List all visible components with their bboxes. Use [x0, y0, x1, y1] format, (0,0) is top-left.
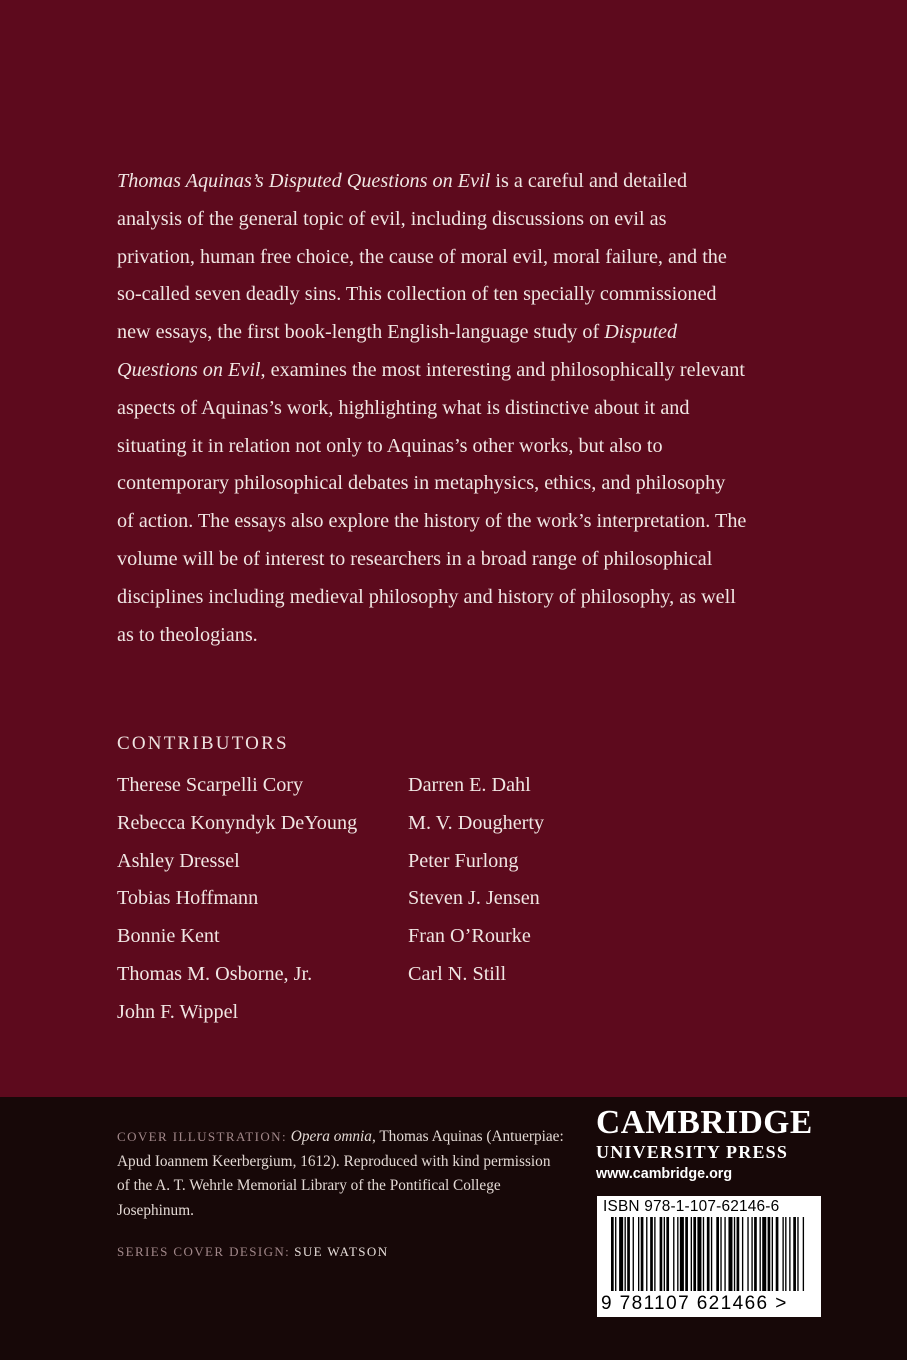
barcode-bar [803, 1217, 804, 1291]
barcode-bar [768, 1217, 771, 1291]
barcode-bar [728, 1217, 732, 1291]
barcode-bar [611, 1217, 614, 1291]
barcode-bars [597, 1217, 821, 1295]
contributor-name: Rebecca Konyndyk DeYoung [117, 811, 358, 834]
blurb-text-part-2: , examines the most interesting and philosophically relevant aspects of Aquinas’s work, highlighting what is distinctive about it and situating it in relation not only to Aquinas’s other works, but also to contemporary philosophical debates in metaphysics, ethics, and philosophy of action. The essays also explore the history of the work’s interpretation. The volume will be of interest to researchers in a broad range of philosophical disciplines including medieval philosophy and history of philosophy, as well as to theologians. [117, 358, 747, 646]
barcode-bar [776, 1217, 779, 1291]
barcode-bar [772, 1217, 773, 1291]
publisher-subtitle: UNIVERSITY PRESS [596, 1142, 789, 1162]
contributor-name: Ashley Dressel [117, 849, 240, 872]
barcode-bar [685, 1217, 688, 1291]
barcode-bar [751, 1217, 752, 1291]
barcode-bar [760, 1217, 761, 1291]
barcode-bar [660, 1217, 663, 1291]
barcode-bar [625, 1217, 626, 1291]
contributor-name: M. V. Dougherty [408, 811, 545, 834]
barcode-bar [664, 1217, 665, 1291]
barcode-bar [737, 1217, 740, 1291]
barcode-bar [673, 1217, 674, 1291]
contributors-right-column [408, 767, 544, 994]
series-cover-designer: SUE WATSON [294, 1244, 389, 1259]
publisher-logo [596, 1105, 836, 1184]
barcode-digits: 9 781107 621466 > [601, 1293, 788, 1314]
barcode-bar [654, 1217, 655, 1291]
blurb-book-title-2: Disputed Questions on Evil [117, 321, 678, 381]
barcode-bar [641, 1217, 644, 1291]
barcode-bar [785, 1217, 786, 1291]
blurb-text-part-1: is a careful and detailed analysis of the general topic of evil, including discussions on evil as privation, human free choice, the cause of moral evil, moral failure, and the so-called seven deadly sins. This collection of ten specially commissioned new essays, the first book-length English-language study of [117, 170, 727, 344]
barcode-bar [716, 1217, 719, 1291]
barcode-bar [693, 1217, 696, 1291]
contributor-name: Peter Furlong [408, 849, 519, 872]
barcode-bar [734, 1217, 735, 1291]
series-cover-design-credit [117, 1243, 389, 1261]
barcode-bar [703, 1217, 704, 1291]
cover-illustration-text: , Thomas Aquinas (Antuerpiae: Apud Ioannem Keerbergium, 1612). Reproduced with kind permission of the A. T. Wehrle Memorial Library of the Pontifical College Josephinum. [117, 1128, 564, 1219]
barcode-bar [724, 1217, 725, 1291]
barcode-bar [638, 1217, 639, 1291]
barcode-bar [707, 1217, 710, 1291]
barcode-bar [691, 1217, 692, 1291]
barcode-bar [747, 1217, 748, 1291]
barcode-bar [711, 1217, 712, 1291]
publisher-url: www.cambridge.org [596, 1166, 733, 1182]
barcode-bar [697, 1217, 701, 1291]
barcode-bar [742, 1217, 743, 1291]
contributor-name: Tobias Hoffmann [117, 887, 259, 910]
barcode-bar [646, 1217, 647, 1291]
barcode-bar [782, 1217, 783, 1291]
contributor-name: Darren E. Dahl [408, 774, 531, 796]
cover-illustration-title: Opera omnia [290, 1128, 372, 1145]
barcode-bar [720, 1217, 721, 1291]
barcode-bar [619, 1217, 623, 1291]
cover-illustration-credit [117, 1125, 567, 1223]
barcode-bar [666, 1217, 669, 1291]
contributor-name: Therese Scarpelli Cory [117, 774, 304, 796]
contributor-name: Thomas M. Osborne, Jr. [117, 962, 313, 985]
blurb-book-title: Thomas Aquinas’s Disputed Questions on Evil [117, 170, 491, 192]
contributors-heading: CONTRIBUTORS [117, 733, 289, 754]
barcode-bar [754, 1217, 757, 1291]
isbn-barcode [597, 1196, 821, 1317]
publisher-name: CAMBRIDGE [596, 1104, 813, 1141]
contributor-name: Fran O’Rourke [408, 925, 531, 948]
cover-illustration-label: COVER ILLUSTRATION: [117, 1129, 287, 1144]
barcode-bar [615, 1217, 616, 1291]
contributor-name: Carl N. Still [408, 962, 507, 985]
blurb-paragraph [117, 163, 747, 654]
barcode-bar [677, 1217, 678, 1291]
barcode-bar [633, 1217, 634, 1291]
contributor-name: Steven J. Jensen [408, 887, 540, 910]
contributor-name: John F. Wippel [117, 1000, 239, 1023]
barcode-bar [797, 1217, 798, 1291]
contributor-name: Bonnie Kent [117, 925, 220, 948]
barcode-bar [650, 1217, 653, 1291]
barcode-bar [793, 1217, 796, 1291]
barcode-bar [762, 1217, 766, 1291]
barcode-bar [627, 1217, 630, 1291]
contributors-left-column [117, 767, 357, 1032]
barcode-bar [789, 1217, 790, 1291]
isbn-label: ISBN 978-1-107-62146-6 [603, 1198, 780, 1215]
series-cover-design-label: SERIES COVER DESIGN: [117, 1244, 291, 1259]
barcode-bar [680, 1217, 684, 1291]
